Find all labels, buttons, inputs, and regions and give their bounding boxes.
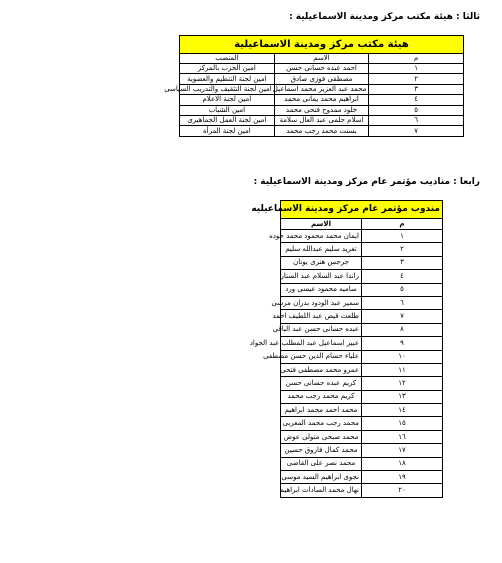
table-row (281, 363, 443, 376)
row-number: ١ (369, 64, 464, 74)
delegate-name: عبده حسانى حسن عبد الباقى (281, 323, 362, 336)
table-row (281, 270, 443, 283)
delegate-name: سمير عبد الودود بدران مرسى (281, 296, 362, 309)
table-row (281, 404, 443, 417)
row-number: ٩ (362, 337, 443, 350)
delegate-name: كريم عبده حسانى حسن (281, 377, 362, 390)
table-row (281, 256, 443, 269)
office-table-title: هيئة مكتب مركز ومدينة الاسماعيلية (180, 36, 464, 54)
row-number: ٧ (362, 310, 443, 323)
table-row (281, 444, 443, 457)
row-number: ١٢ (362, 377, 443, 390)
row-number: ٥ (369, 105, 464, 115)
table-row (281, 323, 443, 336)
delegate-name: عبير اسماعيل عبد المطلب عبد الجواد (281, 337, 362, 350)
member-name: خلود ممدوح فتحى محمد (274, 105, 369, 115)
column-header-position: المنصب (180, 54, 275, 64)
row-number: ١٣ (362, 390, 443, 403)
row-number: ٣ (369, 84, 464, 94)
table-row (180, 64, 464, 74)
delegate-name: علياء حسام الدين حسن مصطفى (281, 350, 362, 363)
delegate-name: محمد كمال فاروق حسين (281, 444, 362, 457)
member-name: بسنت محمد رجب محمد (274, 126, 369, 136)
row-number: ١٥ (362, 417, 443, 430)
member-name: ابراهيم محمد يمانى محمد (274, 95, 369, 105)
column-header-number: م (362, 219, 443, 230)
table-row (180, 115, 464, 125)
row-number: ٦ (369, 115, 464, 125)
delegates-table (249, 200, 443, 498)
office-table (164, 35, 464, 137)
table-row (281, 417, 443, 430)
member-position: امين لجنة التثقيف والتدريب السياسى (180, 84, 275, 94)
row-number: ٨ (362, 323, 443, 336)
row-number: ٤ (369, 95, 464, 105)
column-header-name: الاسم (274, 54, 369, 64)
row-number: ١٦ (362, 430, 443, 443)
row-number: ٢٠ (362, 484, 443, 497)
delegate-name: محمد صبحى متولى عوض (281, 430, 362, 443)
member-position: امين لجنة التنظيم والعضوية (180, 74, 275, 84)
member-position: امين لجنة العمل الجماهيرى (180, 115, 275, 125)
row-number: ٢ (362, 243, 443, 256)
table-row (180, 105, 464, 115)
row-number: ١٨ (362, 457, 443, 470)
table-row (180, 126, 464, 136)
section3-heading: ثالثا : هيئة مكتب مركز ومدينة الاسماعيلية : (289, 12, 480, 22)
delegate-name: طلعت قيص عبد اللطيف احمد (281, 310, 362, 323)
row-number: ١٤ (362, 404, 443, 417)
member-name: احمد عبده حسانى حسن (274, 64, 369, 74)
table-row (281, 310, 443, 323)
table-row (281, 230, 443, 243)
member-position: امين لجنة المرأة (180, 126, 275, 136)
table-row (281, 457, 443, 470)
member-position: امين الحزب بالمركز (180, 64, 275, 74)
table-row (180, 74, 464, 84)
row-number: ٥ (362, 283, 443, 296)
table-row (281, 283, 443, 296)
member-position: امين الشباب (180, 105, 275, 115)
delegate-name: جرجس هنرى يونان (281, 256, 362, 269)
row-number: ٦ (362, 296, 443, 309)
member-name: محمد عبد العزيز محمد اسماعيل (274, 84, 369, 94)
table-row (180, 95, 464, 105)
delegate-name: ساميه محمود عيسى ورد (281, 283, 362, 296)
delegate-name: محمد رجب محمد المغربى (281, 417, 362, 430)
delegate-name: راندا عبد السلام عبد الستار (281, 270, 362, 283)
table-row (281, 377, 443, 390)
delegate-name: نجوى ابراهيم السيد موسى (281, 471, 362, 484)
office-table-header (180, 54, 464, 64)
delegate-name: محمد نصر على القاضى (281, 457, 362, 470)
delegate-name: ايمان محمد محمود محمد جوده (281, 230, 362, 243)
column-header-number: م (369, 54, 464, 64)
delegate-name: عمرو محمد مصطفى فتحى (281, 363, 362, 376)
table-row (180, 84, 464, 94)
row-number: ١٩ (362, 471, 443, 484)
row-number: ٣ (362, 256, 443, 269)
table-row (281, 350, 443, 363)
row-number: ١ (362, 230, 443, 243)
section4-heading: رابعا : مناديب مؤتمر عام مركز ومدينة الاسماعيلية : (253, 177, 480, 187)
member-name: مصطفى فوزى صادق (274, 74, 369, 84)
delegate-name: تغريد سليم عبدالله سليم (281, 243, 362, 256)
table-row (281, 296, 443, 309)
table-row (281, 471, 443, 484)
delegates-table-title: مندوب مؤتمر عام مركز ومدينة الاسماعيليه (281, 201, 443, 219)
row-number: ٧ (369, 126, 464, 136)
delegate-name: محمد احمد محمد ابراهيم (281, 404, 362, 417)
table-row (281, 337, 443, 350)
member-position: امين لجنة الاعلام (180, 95, 275, 105)
delegate-name: كريم محمد رجب محمد (281, 390, 362, 403)
delegates-table-header (281, 219, 443, 230)
row-number: ١٠ (362, 350, 443, 363)
delegate-name: نهال محمد السادات ابراهيم (281, 484, 362, 497)
member-name: اسلام حلمى عبد العال سلامة (274, 115, 369, 125)
table-row (281, 243, 443, 256)
column-header-name: الاسم (281, 219, 362, 230)
table-row (281, 390, 443, 403)
row-number: ١٧ (362, 444, 443, 457)
table-row (281, 484, 443, 497)
delegates-table-title-row (281, 201, 443, 219)
office-table-title-row (180, 36, 464, 54)
row-number: ٤ (362, 270, 443, 283)
row-number: ١١ (362, 363, 443, 376)
table-row (281, 430, 443, 443)
row-number: ٢ (369, 74, 464, 84)
